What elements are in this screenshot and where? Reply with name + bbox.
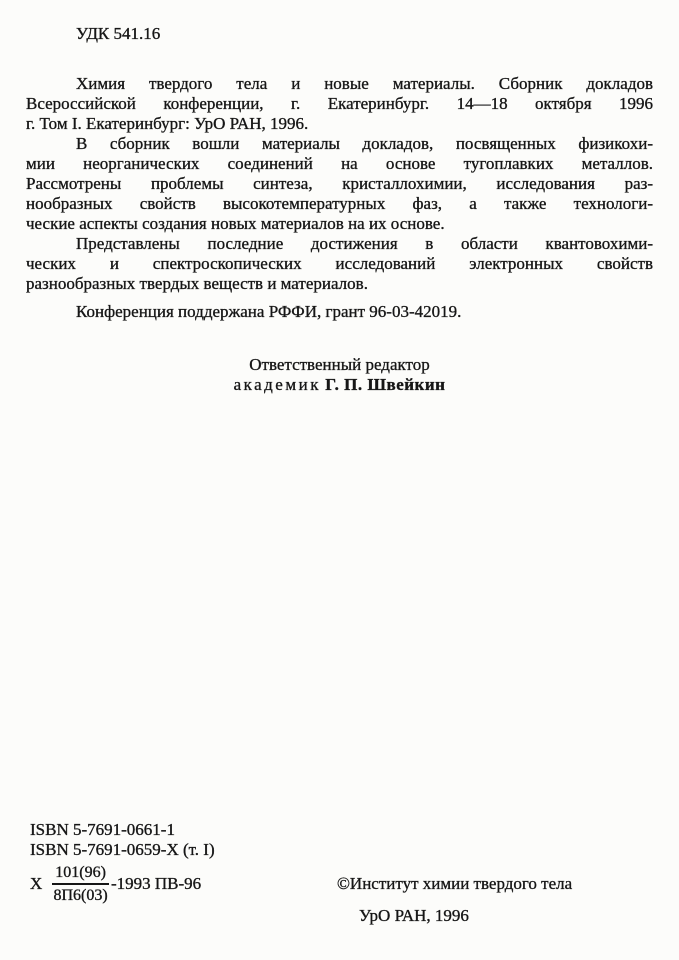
catalog-number-row — [30, 863, 215, 905]
abstract-paragraph-1 — [26, 134, 653, 234]
abstract1-line: Рассмотрены проблемы синтеза, кристаллохимии, исследования раз- — [26, 174, 653, 193]
abstract1-line: В сборник вошли материалы докладов, посвященных физикохи- — [76, 134, 653, 153]
bibliography-line: Химия твердого тела и новые материалы. Сборник докладов — [76, 74, 653, 93]
abstract1-line: мии неорганических соединений на основе тугоплавких металлов. — [26, 154, 653, 173]
abstract-paragraph-2 — [26, 234, 653, 294]
abstract1-line: ческие аспекты создания новых материалов на их основе. — [26, 214, 445, 233]
copyright-line: ©Институт химии твердого тела — [337, 874, 573, 893]
imprint-right-block — [337, 874, 667, 926]
abstract1-line: нообразных свойств высокотемпературных фаз, а также технологи- — [26, 194, 653, 213]
editor-name: Г. П. Швейкин — [325, 375, 446, 394]
abstract2-line: Представлены последние достижения в области квантовохими- — [76, 234, 653, 253]
udc-number: УДК 541.16 — [76, 24, 161, 43]
publisher-line: УрО РАН, 1996 — [359, 906, 469, 925]
isbn-volume-set: ISBN 5-7691-0661-1 — [30, 820, 175, 839]
editor-block — [0, 355, 679, 395]
bibliography-line: Всероссийской конференции, г. Екатеринбург. 14—18 октября 1996 — [26, 94, 653, 113]
imprint-left-block — [30, 820, 215, 905]
catalog-fraction — [52, 863, 109, 905]
bibliography-line: г. Том I. Екатеринбург: УрО РАН, 1996. — [26, 114, 309, 133]
catalog-fraction-numerator: 101(96) — [52, 863, 109, 885]
bibliography-paragraph — [26, 74, 653, 134]
grant-line: Конференция поддержана РФФИ, грант 96-03-42019. — [76, 302, 462, 321]
abstract2-line: разнообразных твердых веществ и материалов. — [26, 274, 368, 293]
editor-line — [0, 375, 679, 395]
catalog-fraction-denominator: 8П6(03) — [53, 887, 108, 904]
editor-role: Ответственный редактор — [249, 355, 430, 374]
catalog-suffix: -1993 ПВ-96 — [110, 874, 202, 893]
grant-paragraph — [26, 302, 653, 322]
editor-title: академик — [233, 375, 321, 394]
catalog-prefix: Х — [30, 874, 43, 893]
isbn-volume-1: ISBN 5-7691-0659-X (т. I) — [30, 840, 215, 859]
text-column — [26, 24, 653, 322]
abstract2-line: ческих и спектроскопических исследований электронных свойств — [26, 254, 653, 273]
